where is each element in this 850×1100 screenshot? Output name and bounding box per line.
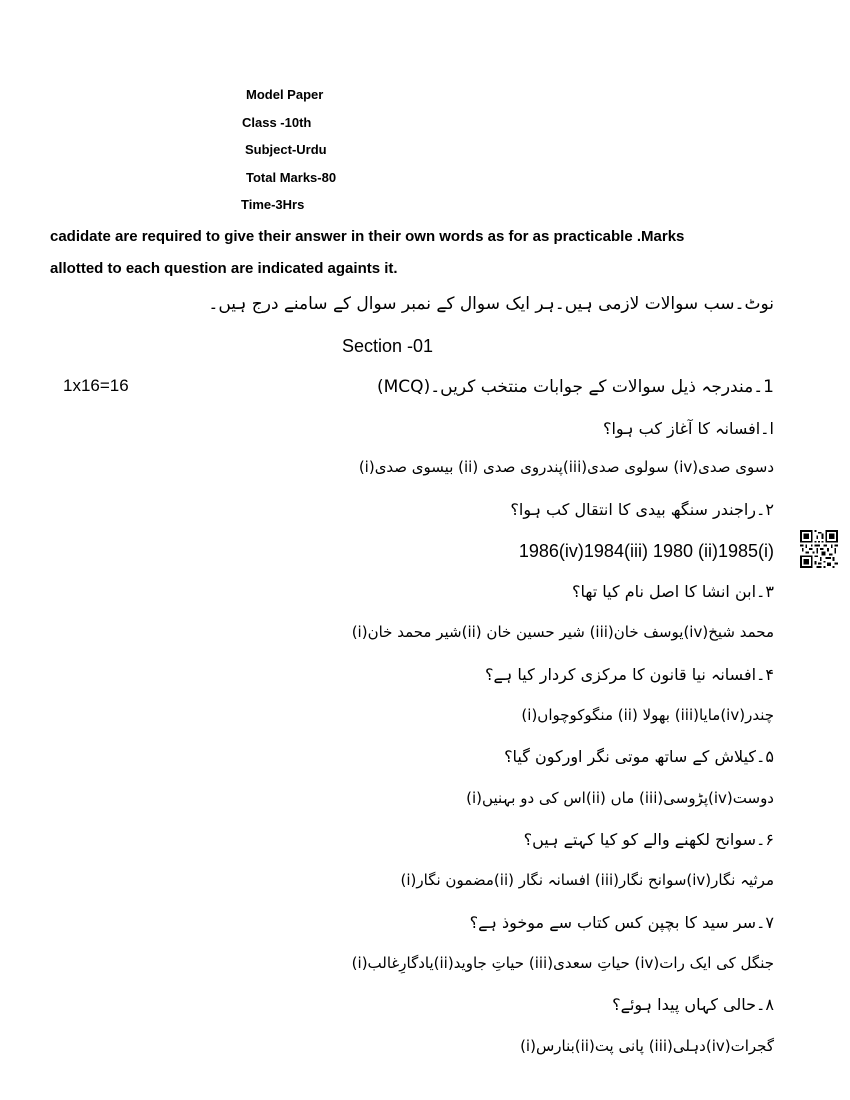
options-1: (i)بیسوی صدی (ii) پندروی صدی(iii)سولوی صدی (iv)دسوی صدی (358, 458, 774, 476)
paper-title: Model Paper (246, 87, 324, 102)
instructions-line-1: cadidate are required to give their answer in their own words as for as practicable .Marks (50, 228, 685, 245)
qr-code-icon (800, 530, 838, 568)
options-7: (i)یادگارِغالب(ii)حیاتِ جاوید (iii)حیاتِ سعدی (iv)جنگل کی ایک رات (351, 954, 774, 972)
time-label: Time-3Hrs (241, 197, 305, 212)
question-5: ۵۔کیلاش کے ساتھ موتی نگر اورکون گیا؟ (504, 747, 774, 766)
section-title: Section -01 (342, 336, 434, 356)
question-8: ۸۔حالی کہاں پیدا ہوئے؟ (612, 995, 774, 1014)
subject-label: Subject-Urdu (245, 142, 327, 157)
options-4: (i)منگوکوچواں (ii) بھولا (iii)مایا(iv)چندر (521, 706, 774, 724)
urdu-note: نوٹ۔سب سوالات لازمی ہیں۔ہر ایک سوال کے نمبر سوال کے سامنے درج ہیں۔ (208, 294, 774, 314)
question-4: ۴۔افسانہ نیا قانون کا مرکزی کردار کیا ہے؟ (485, 665, 774, 684)
options-2: 1986(iv)1984(iii) 1980 (ii)1985(i) (518, 541, 774, 561)
class-label: Class -10th (242, 115, 312, 130)
options-5: (i)اس کی دو بہنیں(ii) ماں (iii)پڑوسی(iv)دوست (466, 789, 774, 807)
options-8: (i)بنارس(ii)پانی پت (iii)دہلی(iv)گجرات (520, 1037, 774, 1055)
question-7: ۷۔سر سید کا بچپن کس کتاب سے موخوذ ہے؟ (469, 913, 774, 932)
question-2: ۲۔راجندر سنگھ بیدی کا انتقال کب ہوا؟ (510, 500, 774, 519)
total-marks-label: Total Marks-80 (246, 170, 337, 185)
options-3: (i)شیر محمد خان(ii) شیر حسین خان (iii)یوسف خان(iv)محمد شیخ (351, 623, 774, 641)
q1-heading: 1۔مندرجہ ذیل سوالات کے جوابات منتخب کریں۔(MCQ) (377, 377, 774, 397)
instructions-line-2: allotted to each question are indicated againts it. (50, 260, 398, 277)
q1-marks: 1x16=16 (63, 376, 129, 395)
options-6: (i)مضمون نگار(ii) افسانہ نگار (iii)سوانح نگار(iv)مرثیہ نگار (400, 871, 774, 889)
question-1: ا۔افسانہ کا آغاز کب ہوا؟ (602, 419, 774, 438)
question-6: ۶۔سوانح لکھنے والے کو کیا کہتے ہیں؟ (523, 830, 774, 849)
question-3: ۳۔ابن انشا کا اصل نام کیا تھا؟ (572, 582, 774, 601)
